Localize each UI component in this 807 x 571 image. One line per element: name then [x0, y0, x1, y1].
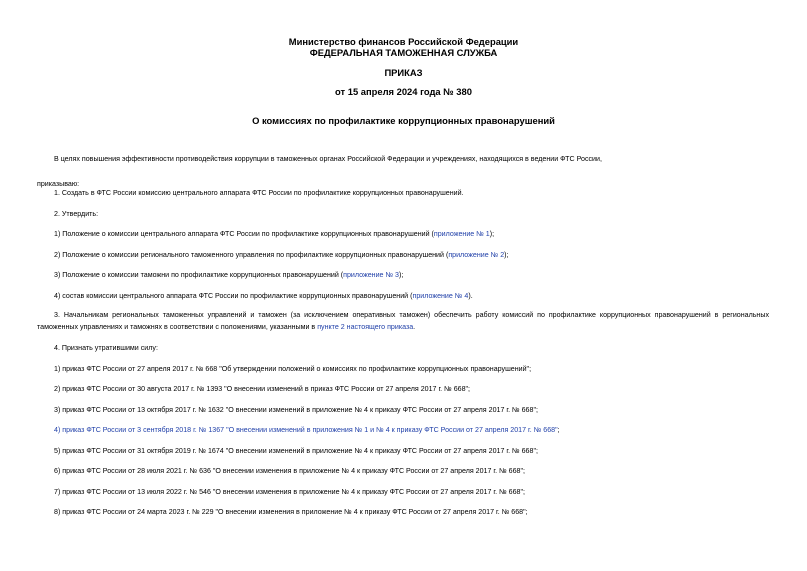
appendix-4-link[interactable]: приложение № 4: [412, 292, 469, 300]
item-4-5: 5) приказ ФТС России от 31 октября 2019 г. № 1674 "О внесении изменений в приложение № 4 к приказу ФТС России от 27 апреля 2017 г. № 668";: [54, 447, 538, 455]
item-4-8: 8) приказ ФТС России от 24 марта 2023 г. № 229 "О внесении изменения в приложение № 4 к приказу ФТС России от 27 апреля 2017 г. № 668";: [54, 508, 528, 516]
item-4-1: 1) приказ ФТС России от 27 апреля 2017 г. № 668 "Об утверждении положений о комиссиях по профилактике коррупционных правонарушений";: [54, 365, 532, 373]
item-4-3: 3) приказ ФТС России от 13 октября 2017 г. № 1632 "О внесении изменений в приложение № 4 к приказу ФТС России от 27 апреля 2017 г. № 668";: [54, 406, 538, 414]
item-4-7: 7) приказ ФТС России от 13 июля 2022 г. № 546 "О внесении изменения в приложение № 4 к приказу ФТС России от 27 апреля 2017 г. № 668";: [54, 488, 525, 496]
item-2-2-tail: );: [504, 251, 509, 259]
item-2-4-text: 4) состав комиссии центрального аппарата ФТС России по профилактике коррупционных правонарушений (: [54, 292, 413, 300]
item-2-4-tail: ).: [468, 292, 473, 300]
item-2-1-tail: );: [489, 230, 495, 238]
paragraph-2-link[interactable]: пункте 2 настоящего приказа: [317, 323, 414, 331]
document-title: О комиссиях по профилактике коррупционных правонарушений: [252, 115, 555, 126]
item-4-2: 2) приказ ФТС России от 30 августа 2017 г. № 1393 "О внесении изменений в приказ ФТС России от 27 апреля 2017 г. № 668";: [54, 385, 471, 393]
item-4-4-tail: ;: [557, 426, 560, 434]
item-2-4: [54, 291, 473, 301]
item-3-text: 3. Начальникам региональных таможенных управлений и таможен (за исключением оперативных таможен) обеспечить работу комиссий по профилактике коррупционных правонарушений в региональных таможенных управлениях и таможнях в соответствии с положениями, указанными в: [37, 311, 769, 331]
item-2-3-text: 3) Положение о комиссии таможни по профилактике коррупционных правонарушений (: [54, 271, 344, 279]
appendix-2-link[interactable]: приложение № 2: [448, 251, 505, 259]
appendix-1-link[interactable]: приложение № 1: [433, 230, 490, 238]
item-2-3: [54, 270, 403, 280]
item-3: [37, 309, 769, 333]
ministry-name: Министерство финансов Российской Федерации: [288, 36, 519, 47]
item-1: 1. Создать в ФТС России комиссию центрального аппарата ФТС России по профилактике коррупционных правонарушений.: [54, 189, 464, 197]
appendix-3-link[interactable]: приложение № 3: [343, 271, 399, 279]
order-word: приказываю:: [37, 180, 80, 188]
document-type: ПРИКАЗ: [384, 67, 423, 78]
item-4-4-prefix: 4): [54, 426, 63, 434]
item-4-6: 6) приказ ФТС России от 28 июля 2021 г. № 636 "О внесении изменения в приложение № 4 к приказу ФТС России от 27 апреля 2017 г. № 668";: [54, 467, 525, 475]
item-2-2: [54, 250, 509, 260]
document-date: от 15 апреля 2024 года № 380: [335, 86, 472, 97]
item-2-2-text: 2) Положение о комиссии регионального таможенного управления по профилактике коррупционных правонарушений (: [54, 251, 449, 259]
preamble: В целях повышения эффективности противодействия коррупции в таможенных органах Российской Федерации и учреждениях, находящихся в ведении ФТС России,: [54, 155, 602, 163]
order-1367-link[interactable]: приказ ФТС России от 3 сентября 2018 г. № 1367 "О внесении изменений в приложения № 1 и № 4 к приказу ФТС России от 27 апреля 2017 г. № 668": [62, 426, 558, 434]
item-2: 2. Утвердить:: [54, 210, 99, 218]
service-name: ФЕДЕРАЛЬНАЯ ТАМОЖЕННАЯ СЛУЖБА: [309, 47, 498, 58]
item-3-tail: .: [413, 323, 416, 331]
item-4: 4. Признать утратившими силу:: [54, 344, 158, 352]
item-2-1-text: 1) Положение о комиссии центрального аппарата ФТС России по профилактике коррупционных правонарушений (: [54, 230, 434, 238]
item-2-3-tail: );: [399, 271, 404, 279]
item-4-4: [54, 425, 560, 435]
item-2-1: [54, 229, 494, 239]
